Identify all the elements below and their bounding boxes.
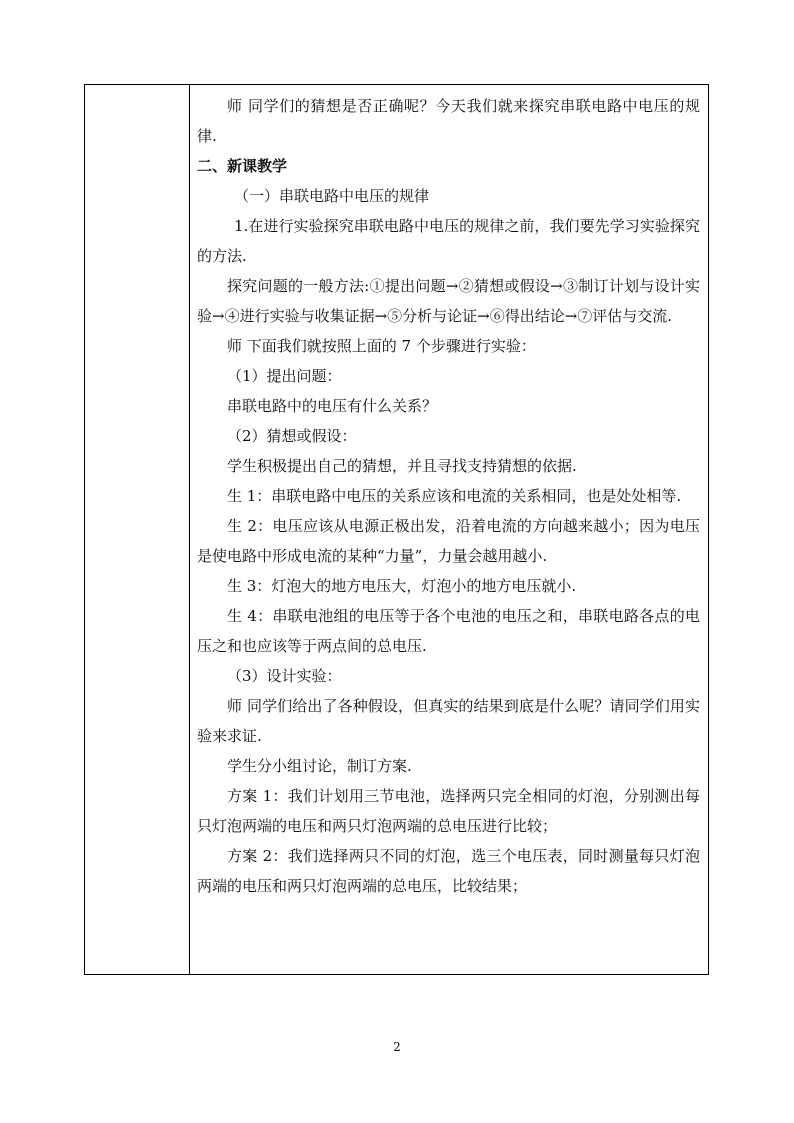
student4-paragraph: 生 4：串联电池组的电压等于各个电池的电压之和，串联电路各点的电压之和也应该等于两点间的总电压. <box>197 607 700 655</box>
teacher-verify-paragraph: 师 同学们给出了各种假设，但真实的结果到底是什么呢？请同学们用实验来求证. <box>197 697 700 745</box>
teacher-intro-paragraph: 师 同学们的猜想是否正确呢？今天我们就来探究串联电路中电压的规律. <box>197 97 700 145</box>
method-intro-paragraph: 1.在进行实验探究串联电路中电压的规律之前，我们要先学习实验探究的方法. <box>197 217 700 265</box>
inquiry-steps-paragraph: 探究问题的一般方法:①提出问题→②猜想或假设→③制订计划与设计实验→④进行实验与收集证据→⑤分析与论证→⑥得出结论→⑦评估与交流. <box>197 277 700 325</box>
page-number: 2 <box>393 1040 401 1054</box>
subsection-heading-series-voltage: （一）串联电路中电压的规律 <box>234 187 430 205</box>
teacher-seven-steps-paragraph: 师 下面我们就按照上面的 7 个步骤进行实验： <box>227 337 536 355</box>
student2-paragraph: 生 2：电压应该从电源正极出发，沿着电流的方向越来越小；因为电压是使电路中形成电流的某种“力量”，力量会越用越小. <box>197 517 700 565</box>
students-hypothesis-paragraph: 学生积极提出自己的猜想，并且寻找支持猜想的依据. <box>227 457 577 475</box>
step1-heading: （1）提出问题： <box>227 367 342 385</box>
student1-paragraph: 生 1：串联电路中电压的关系应该和电流的关系相同，也是处处相等. <box>227 487 682 505</box>
lesson-table <box>84 84 709 975</box>
group-discussion-paragraph: 学生分小组讨论，制订方案. <box>227 757 412 775</box>
table-left-column <box>85 85 190 974</box>
step1-question: 串联电路中的电压有什么关系？ <box>227 397 438 415</box>
table-content-column <box>190 85 708 974</box>
section-heading-new-lesson: 二、新课教学 <box>197 157 288 175</box>
student3-paragraph: 生 3：灯泡大的地方电压大，灯泡小的地方电压就小. <box>227 577 577 595</box>
step2-heading: （2）猜想或假设： <box>227 427 357 445</box>
plan2-paragraph: 方案 2：我们选择两只不同的灯泡，选三个电压表，同时测量每只灯泡两端的电压和两只灯泡两端的总电压，比较结果； <box>197 847 700 895</box>
step3-heading: （3）设计实验： <box>227 667 342 685</box>
plan1-paragraph: 方案 1：我们计划用三节电池，选择两只完全相同的灯泡，分别测出每只灯泡两端的电压和两只灯泡两端的总电压进行比较； <box>197 787 700 835</box>
